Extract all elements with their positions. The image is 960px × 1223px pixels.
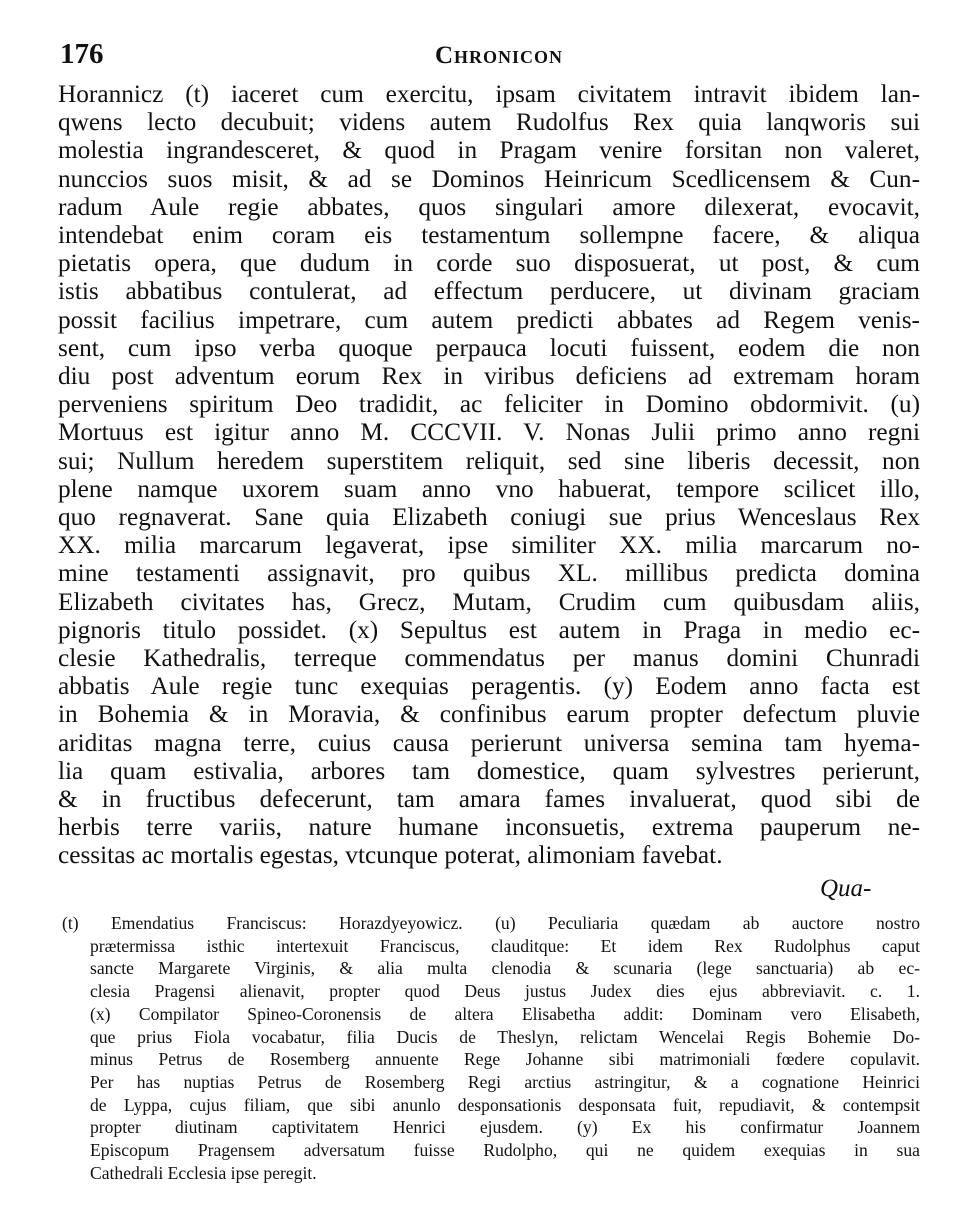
text-line: Elizabeth civitates has, Grecz, Mutam, Crudim cum quibusdam aliis,: [58, 587, 920, 616]
text-line: herbis terre variis, nature humane inconsuetis, extrema pauperum ne-: [58, 813, 920, 842]
text-line: mine testamenti assignavit, pro quibus XL. millibus predicta domina: [58, 559, 920, 588]
footnote-line: Cathedrali Ecclesia ipse peregit.: [90, 1162, 317, 1183]
text-line: XX. milia marcarum legaverat, ipse similiter XX. milia marcarum no-: [58, 531, 920, 560]
footnote-line: Episcopum Pragensem adversatum fuisse Rudolpho, qui ne quidem exequias in sua: [90, 1140, 920, 1161]
text-line: intendebat enim coram eis testamentum sollempne facere, & aliqua: [58, 221, 920, 250]
text-line: istis abbatibus contulerat, ad effectum perducere, ut divinam graciam: [58, 277, 920, 306]
text-line: diu post adventum eorum Rex in viribus deficiens ad extremam horam: [58, 362, 920, 391]
text-line: pietatis opera, que dudum in corde suo disposuerat, ut post, & cum: [58, 249, 920, 278]
footnote-line: (t) Emendatius Franciscus: Horazdyeyowicz. (u) Peculiaria quædam ab auctore nostro: [62, 913, 920, 933]
footnotes: [62, 912, 920, 1184]
text-line: sent, cum ipso verba quoque perpauca locuti fuissent, eodem die non: [58, 333, 920, 362]
footnote-line: (x) Compilator Spineo-Coronensis de altera Elisabetha addit: Dominam vero Elisabeth,: [90, 1003, 920, 1024]
footnote-line: sancte Margarete Virginis, & alia multa clenodia & scunaria (lege sanctuaria) ab ec-: [90, 958, 920, 979]
footnote-line: propter diutinam captivitatem Henrici ejusdem. (y) Ex his confirmatur Joannem: [90, 1117, 920, 1138]
page-number: 176: [60, 38, 104, 70]
text-line: molestia ingrandesceret, & quod in Pragam venire forsitan non valeret,: [58, 136, 920, 165]
text-line: Mortuus est igitur anno M. CCCVII. V. Nonas Julii primo anno regni: [58, 418, 920, 447]
text-line: plene namque uxorem suam anno vno habuerat, tempore scilicet illo,: [58, 474, 920, 503]
text-line: abbatis Aule regie tunc exequias peragentis. (y) Eodem anno facta est: [58, 672, 920, 701]
main-text: [58, 80, 920, 870]
text-line: Horannicz (t) iaceret cum exercitu, ipsam civitatem intravit ibidem lan-: [58, 80, 920, 108]
text-line: in Bohemia & in Moravia, & confinibus earum propter defectum pluvie: [58, 700, 920, 729]
footnote-line: de Lyppa, cujus filiam, que sibi anunlo desponsationis desponsata fuit, repudiavit, & contempsit: [90, 1094, 920, 1115]
text-line: quo regnaverat. Sane quia Elizabeth coniugi sue prius Wenceslaus Rex: [58, 503, 920, 532]
text-line: pignoris titulo possidet. (x) Sepultus est autem in Praga in medio ec-: [58, 615, 920, 644]
page-header: [60, 38, 920, 78]
footnote-line: prætermissa isthic intertexuit Franciscus, clauditque: Et idem Rex Rudolphus caput: [90, 935, 920, 956]
text-line: ariditas magna terre, cuius causa perierunt universa semina tam hyema-: [58, 728, 920, 757]
footnote-line: minus Petrus de Rosemberg annuente Rege Johanne sibi matrimoniali fœdere copulavit.: [90, 1049, 920, 1070]
text-line: possit facilius impetrare, cum autem predicti abbates ad Regem venis-: [58, 305, 920, 334]
catchword: Qua-: [820, 875, 872, 902]
text-line: sui; Nullum heredem superstitem reliquit, sed sine liberis decessit, non: [58, 446, 920, 475]
footnote-line: Per has nuptias Petrus de Rosemberg Regi arctius astringitur, & a cognatione Heinrici: [90, 1071, 920, 1092]
text-line: perveniens spiritum Deo tradidit, ac feliciter in Domino obdormivit. (u): [58, 390, 920, 419]
footnote-line: que prius Fiola vocabatur, filia Ducis de Theslyn, relictam Wencelai Regis Bohemie Do-: [90, 1026, 920, 1047]
text-line: clesie Kathedralis, terreque commendatus per manus domini Chunradi: [58, 644, 920, 673]
footnote-line: clesia Pragensi alienavit, propter quod Deus justus Judex dies ejus abbreviavit. c. 1.: [90, 981, 920, 1002]
text-line: qwens lecto decubuit; videns autem Rudolfus Rex quia lanqworis sui: [58, 108, 920, 137]
text-line: & in fructibus defecerunt, tam amara fames invaluerat, quod sibi de: [58, 785, 920, 814]
text-line: nunccios suos misit, & ad se Dominos Heinricum Scedlicensem & Cun-: [58, 164, 920, 193]
text-line: cessitas ac mortalis egestas, vtcunque poterat, alimoniam favebat.: [58, 841, 723, 870]
text-line: radum Aule regie abbates, quos singulari amore dilexerat, evocavit,: [58, 192, 920, 221]
running-head: Chronicon: [435, 42, 564, 69]
text-line: lia quam estivalia, arbores tam domestice, quam sylvestres perierunt,: [58, 756, 920, 785]
